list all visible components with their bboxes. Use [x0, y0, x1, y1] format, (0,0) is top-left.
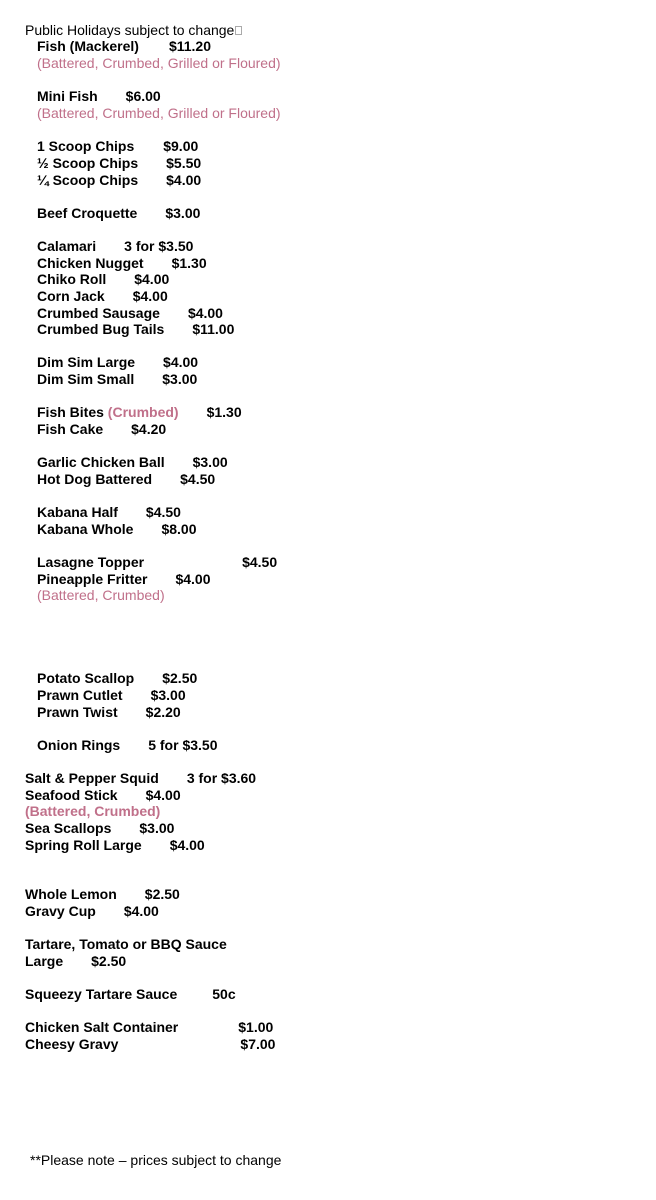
- menu-item-mini-fish: [37, 88, 161, 104]
- item-price: $7.00: [240, 1036, 276, 1052]
- item-name: ½ Scoop Chips: [37, 155, 139, 171]
- menu-item-kabana-half: [37, 504, 181, 520]
- menu-item-dim-sim-large: [37, 354, 198, 370]
- item-price: $3.00: [150, 687, 186, 703]
- footer-note: **Please note – prices subject to change: [30, 1152, 282, 1168]
- item-note: (Battered, Crumbed, Grilled or Floured): [37, 105, 281, 121]
- item-name: Potato Scallop: [37, 670, 135, 686]
- item-note: (Battered, Crumbed): [37, 587, 165, 603]
- item-name: Dim Sim Large: [37, 354, 136, 370]
- item-price: $2.50: [162, 670, 198, 686]
- item-price: $2.20: [145, 704, 181, 720]
- item-price: $4.50: [180, 471, 216, 487]
- item-price: $4.00: [166, 172, 202, 188]
- holiday-notice: [25, 22, 242, 38]
- menu-item-chicken-nugget: [37, 255, 207, 271]
- item-name: Onion Rings: [37, 737, 121, 753]
- item-name: Fish Cake: [37, 421, 104, 437]
- item-name: Kabana Whole: [37, 521, 134, 537]
- item-price: $4.50: [242, 554, 278, 570]
- item-name: Squeezy Tartare Sauce: [25, 986, 178, 1002]
- menu-item-crumbed-sausage: [37, 305, 223, 321]
- item-price: $1.30: [171, 255, 207, 271]
- item-name: Gravy Cup: [25, 903, 96, 919]
- item-note: (Battered, Crumbed, Grilled or Floured): [37, 55, 281, 71]
- menu-item-calamari: [37, 238, 193, 254]
- menu-item-quarter-scoop-chips: [37, 172, 201, 188]
- item-price: $3.00: [162, 371, 198, 387]
- item-price: $4.00: [163, 354, 199, 370]
- item-price: $4.00: [187, 305, 223, 321]
- item-price: 50c: [212, 986, 236, 1002]
- item-name: Fish (Mackerel): [37, 38, 139, 54]
- menu-item-squeezy-tartare: [25, 986, 236, 1002]
- item-name: Hot Dog Battered: [37, 471, 153, 487]
- menu-item-fish-mackerel: [37, 38, 211, 54]
- item-price: $4.00: [169, 837, 205, 853]
- item-price: $6.00: [125, 88, 161, 104]
- menu-item-cheesy-gravy: [25, 1036, 275, 1052]
- item-name: Pineapple Fritter: [37, 571, 148, 587]
- item-price: $4.00: [132, 288, 168, 304]
- item-name: Garlic Chicken Ball: [37, 454, 165, 470]
- menu-item-sauce-large: [25, 953, 126, 969]
- item-price: $4.20: [131, 421, 167, 437]
- item-name: Sea Scallops: [25, 820, 112, 836]
- menu-item-lasagne-topper: [37, 554, 277, 570]
- menu-item-prawn-twist: [37, 704, 181, 720]
- menu-item-kabana-whole: [37, 521, 197, 537]
- item-price: $4.00: [134, 271, 170, 287]
- menu-item-half-scoop-chips: [37, 155, 201, 171]
- item-name: Mini Fish: [37, 88, 98, 104]
- menu-item-gravy-cup: [25, 903, 159, 919]
- item-name: Corn Jack: [37, 288, 105, 304]
- menu-item-dim-sim-small: [37, 371, 197, 387]
- item-name: Crumbed Sausage: [37, 305, 160, 321]
- menu-item-garlic-chicken-ball: [37, 454, 228, 470]
- menu-item-hot-dog-battered: [37, 471, 215, 487]
- item-price: $2.50: [91, 953, 127, 969]
- item-price: $4.00: [175, 571, 211, 587]
- item-price: 3 for $3.60: [186, 770, 257, 786]
- item-name: Fish Bites: [37, 404, 104, 420]
- item-name: Chiko Roll: [37, 271, 107, 287]
- menu-item-fish-bites: [37, 404, 242, 420]
- item-name: Whole Lemon: [25, 886, 117, 902]
- item-name: Dim Sim Small: [37, 371, 135, 387]
- menu-item-onion-rings: [37, 737, 217, 753]
- item-name: Kabana Half: [37, 504, 118, 520]
- menu-item-corn-jack: [37, 288, 168, 304]
- item-price: $4.00: [145, 787, 181, 803]
- menu-item-fish-cake: [37, 421, 166, 437]
- item-name: Prawn Twist: [37, 704, 118, 720]
- item-name: Chicken Nugget: [37, 255, 144, 271]
- item-price: 5 for $3.50: [148, 737, 218, 753]
- item-price: 3 for $3.50: [124, 238, 194, 254]
- item-name: Cheesy Gravy: [25, 1036, 119, 1052]
- item-tag: (Crumbed): [107, 404, 179, 420]
- menu-item-whole-lemon: [25, 886, 180, 902]
- item-price: $1.30: [206, 404, 242, 420]
- menu-item-sea-scallops: [25, 820, 174, 836]
- menu-item-beef-croquette: [37, 205, 200, 221]
- item-name: Seafood Stick: [25, 787, 118, 803]
- item-name: Calamari: [37, 238, 97, 254]
- menu-item-seafood-stick: [25, 787, 181, 803]
- item-price: $4.50: [145, 504, 181, 520]
- item-price: $4.00: [123, 903, 159, 919]
- item-name: Prawn Cutlet: [37, 687, 123, 703]
- sauce-heading: Tartare, Tomato or BBQ Sauce: [25, 936, 227, 952]
- item-price: $2.50: [144, 886, 180, 902]
- item-name: Beef Croquette: [37, 205, 138, 221]
- item-price: $11.00: [192, 321, 235, 337]
- checkbox-glyph-icon: [235, 26, 242, 35]
- item-name: Large: [25, 953, 64, 969]
- item-price: $3.00: [165, 205, 201, 221]
- item-name: ¼ Scoop Chips: [37, 172, 139, 188]
- menu-item-prawn-cutlet: [37, 687, 186, 703]
- item-name: Lasagne Topper: [37, 554, 145, 570]
- menu-item-potato-scallop: [37, 670, 197, 686]
- item-name: Salt & Pepper Squid: [25, 770, 159, 786]
- holiday-notice-text: Public Holidays subject to change: [25, 22, 235, 38]
- item-price: $1.00: [238, 1019, 274, 1035]
- item-price: $8.00: [161, 521, 197, 537]
- menu-item-1-scoop-chips: [37, 138, 198, 154]
- item-price: $5.50: [166, 155, 202, 171]
- menu-item-salt-pepper-squid: [25, 770, 256, 786]
- item-price: $11.20: [168, 38, 211, 54]
- menu-item-spring-roll-large: [25, 837, 205, 853]
- item-price: $3.00: [139, 820, 175, 836]
- menu-item-chicken-salt: [25, 1019, 273, 1035]
- menu-item-pineapple-fritter: [37, 571, 211, 587]
- item-name: Spring Roll Large: [25, 837, 142, 853]
- item-note: (Battered, Crumbed): [25, 803, 161, 819]
- item-price: $3.00: [192, 454, 228, 470]
- item-price: $9.00: [163, 138, 199, 154]
- item-name: Crumbed Bug Tails: [37, 321, 165, 337]
- item-name: Chicken Salt Container: [25, 1019, 179, 1035]
- menu-item-chiko-roll: [37, 271, 169, 287]
- item-name: 1 Scoop Chips: [37, 138, 135, 154]
- menu-item-crumbed-bug-tails: [37, 321, 234, 337]
